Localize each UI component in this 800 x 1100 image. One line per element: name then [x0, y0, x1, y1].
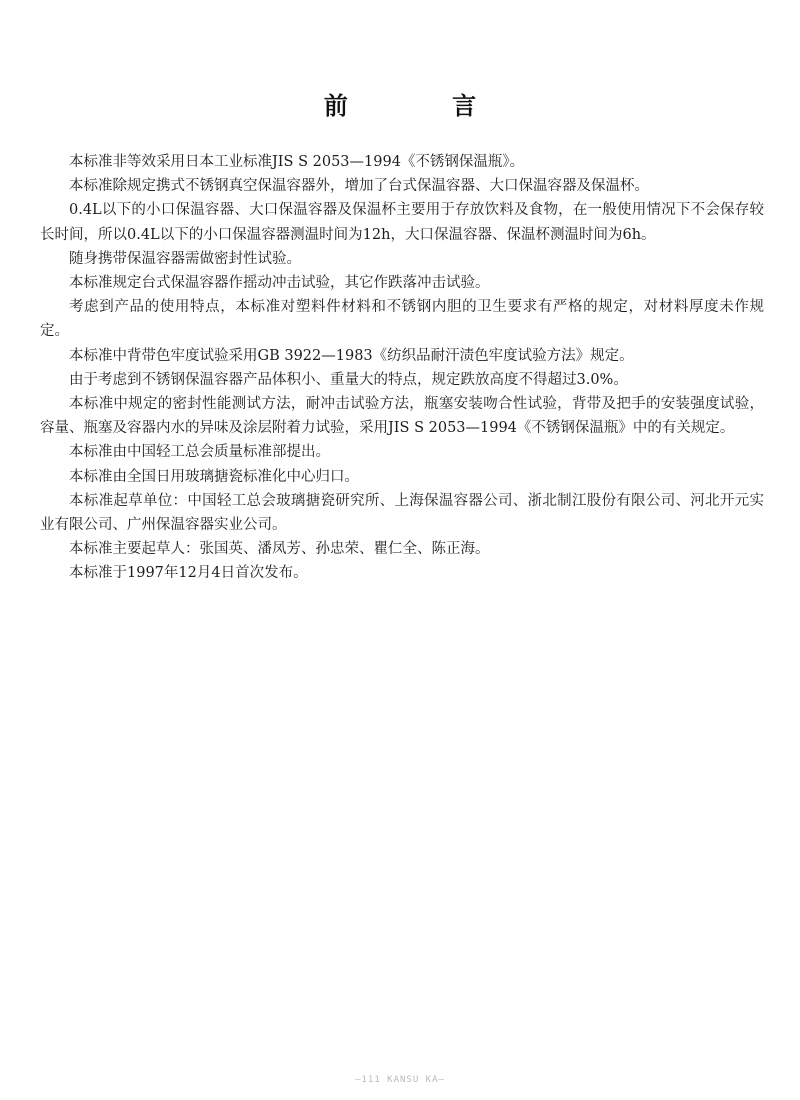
paragraph: 本标准由中国轻工总会质量标准部提出。	[69, 444, 330, 461]
page-title: 前 言	[323, 92, 525, 120]
page-footer: —111 KANSU KA—	[355, 1075, 445, 1085]
paragraph: 0.4L以下的小口保温容器、大口保温容器及保温杯主要用于存放饮料及食物，在一般使用情况下不会保存较长时间，所以0.4L以下的小口保温容器测温时间为12h，大口保温容器、保温杯测温时间为6h。	[40, 202, 764, 243]
paragraph: 本标准中规定的密封性能测试方法，耐冲击试验方法，瓶塞安装吻合性试验，背带及把手的安装强度试验，容量、瓶塞及容器内水的异味及涂层附着力试验，采用JIS S 2053—1994《不锈钢保温瓶》中的有关规定。	[40, 396, 764, 437]
paragraph: 本标准非等效采用日本工业标准JIS S 2053—1994《不锈钢保温瓶》。	[69, 154, 525, 170]
paragraph: 本标准主要起草人：张国英、潘凤芳、孙忠荣、瞿仁全、陈正海。	[69, 541, 490, 558]
paragraph: 考虑到产品的使用特点，本标准对塑料件材料和不锈钢内胆的卫生要求有严格的规定，对材料厚度未作规定。	[40, 299, 764, 340]
paragraph: 本标准除规定携式不锈钢真空保温容器外，增加了台式保温容器、大口保温容器及保温杯。	[69, 178, 649, 195]
paragraph: 本标准中背带色牢度试验采用GB 3922—1983《纺织品耐汗渍色牢度试验方法》规定。	[69, 347, 634, 364]
paragraph: 本标准于1997年12月4日首次发布。	[69, 565, 308, 582]
paragraph: 本标准规定台式保温容器作摇动冲击试验，其它作跌落冲击试验。	[69, 275, 490, 292]
paragraph: 随身携带保温容器需做密封性试验。	[69, 250, 301, 267]
paragraph: 由于考虑到不锈钢保温容器产品体积小、重量大的特点，规定跌放高度不得超过3.0%。	[69, 371, 628, 388]
foreword-body	[40, 150, 764, 586]
paragraph: 本标准起草单位：中国轻工总会玻璃搪瓷研究所、上海保温容器公司、浙北制江股份有限公司、河北开元实业有限公司、广州保温容器实业公司。	[40, 492, 764, 534]
paragraph: 本标准由全国日用玻璃搪瓷标准化中心归口。	[69, 468, 359, 485]
